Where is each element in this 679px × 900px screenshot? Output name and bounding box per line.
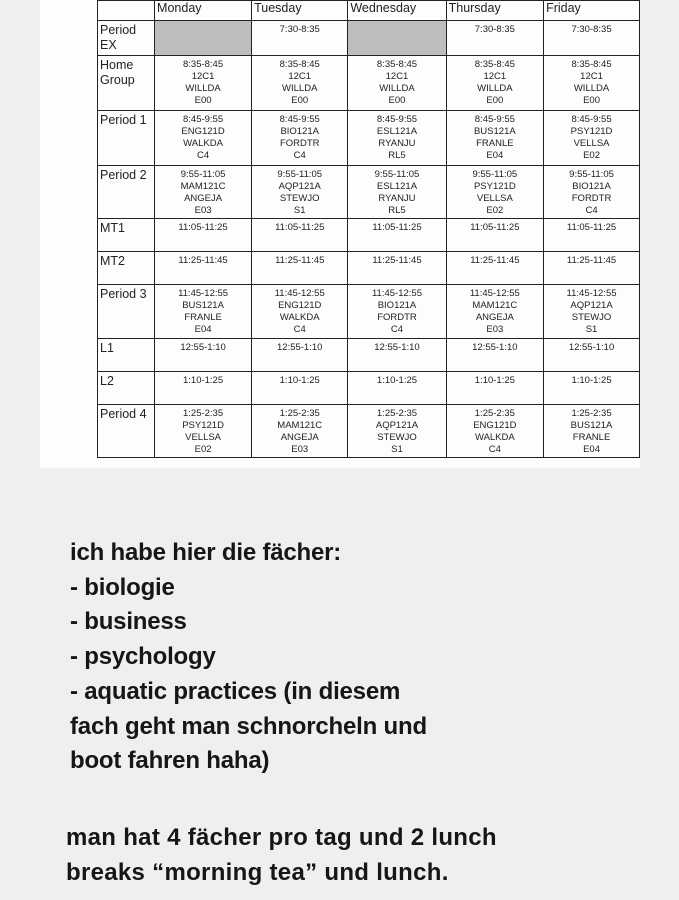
caption-line: boot fahren haha): [70, 747, 270, 775]
class-code: AQP121A: [570, 300, 613, 311]
room: E04: [583, 444, 600, 455]
period-label: Home Group: [98, 56, 155, 111]
room: C4: [293, 324, 306, 335]
teacher-code: FRANLE: [184, 312, 222, 323]
teacher-code: FORDTR: [571, 193, 612, 204]
class-cell: [446, 21, 543, 56]
day-header: Monday: [155, 1, 252, 21]
class-cell: [544, 372, 640, 405]
teacher-code: STEWJO: [571, 312, 612, 323]
class-time: 12:55-1:10: [472, 342, 518, 353]
period-label: MT2: [98, 252, 155, 285]
class-time: 11:45-12:55: [274, 288, 325, 299]
class-code: BIO121A: [572, 181, 611, 192]
room: E04: [194, 324, 212, 335]
teacher-code: WALKDA: [474, 432, 515, 443]
class-time: 11:05-11:25: [275, 222, 325, 233]
caption-text-2: [66, 820, 497, 890]
room: E03: [194, 205, 212, 216]
period-label: L1: [98, 339, 155, 372]
class-code: 12C1: [580, 71, 603, 82]
class-time: 11:05-11:25: [372, 222, 422, 233]
class-code: AQP121A: [375, 420, 419, 431]
class-code: ESL121A: [376, 181, 418, 192]
room: C4: [585, 205, 598, 216]
class-time: 9:55-11:05: [277, 169, 323, 180]
room: C4: [488, 444, 501, 455]
class-code: ENG121D: [181, 126, 225, 137]
table-row: [98, 219, 640, 252]
period-label: Period 4: [98, 405, 155, 458]
room: E02: [194, 444, 212, 455]
class-cell: [252, 372, 348, 405]
class-cell: [544, 111, 640, 166]
class-time: 1:25-2:35: [571, 408, 612, 419]
class-cell: [252, 21, 348, 56]
class-cell: [252, 219, 348, 252]
teacher-code: VELLSA: [185, 432, 222, 443]
room: E02: [583, 150, 600, 161]
room: RL5: [388, 150, 406, 161]
class-time: 8:45-9:55: [182, 114, 224, 125]
class-cell: [155, 405, 252, 458]
class-cell: [446, 405, 543, 458]
class-time: 11:25-11:45: [275, 255, 325, 266]
room: E00: [291, 95, 309, 106]
period-label: Period 2: [98, 166, 155, 219]
caption-line: breaks “morning tea” und lunch.: [66, 859, 449, 886]
class-time: 8:35-8:45: [571, 59, 612, 70]
class-time: 1:10-1:25: [376, 375, 418, 386]
empty-cell: [348, 21, 446, 56]
class-cell: [155, 372, 252, 405]
class-time: 1:10-1:25: [182, 375, 224, 386]
class-time: 11:45-12:55: [566, 288, 617, 299]
class-code: 12C1: [385, 71, 409, 82]
class-time: 9:55-11:05: [472, 169, 518, 180]
class-cell: [446, 252, 543, 285]
class-time: 11:45-12:55: [371, 288, 422, 299]
caption-text: [70, 536, 427, 779]
class-cell: [446, 219, 543, 252]
room: C4: [390, 324, 404, 335]
class-code: AQP121A: [278, 181, 321, 192]
day-header: Tuesday: [252, 1, 348, 21]
corner-cell: [98, 1, 155, 21]
class-cell: [544, 405, 640, 458]
class-cell: [348, 339, 446, 372]
room: E03: [486, 324, 504, 335]
class-time: 8:45-9:55: [571, 114, 612, 125]
class-cell: [446, 372, 543, 405]
class-code: BIO121A: [280, 126, 319, 137]
class-code: ENG121D: [278, 300, 322, 311]
class-time: 8:35-8:45: [182, 59, 224, 70]
caption-line: - business: [70, 608, 187, 636]
teacher-code: ANGEJA: [475, 312, 514, 323]
table-row: [98, 252, 640, 285]
teacher-code: WILLDA: [573, 83, 610, 94]
teacher-code: FRANLE: [572, 432, 611, 443]
class-time: 1:10-1:25: [279, 375, 320, 386]
class-cell: [348, 252, 446, 285]
class-code: PSY121D: [182, 420, 224, 431]
teacher-code: WILLDA: [282, 83, 318, 94]
teacher-code: FORDTR: [279, 138, 320, 149]
class-time: 11:25-11:45: [470, 255, 520, 266]
table-row: [98, 339, 640, 372]
class-time: 12:55-1:10: [277, 342, 323, 353]
class-code: MAM121C: [277, 420, 323, 431]
class-time: 1:25-2:35: [279, 408, 320, 419]
period-label: MT1: [98, 219, 155, 252]
class-code: 12C1: [483, 71, 507, 82]
teacher-code: VELLSA: [573, 138, 610, 149]
table-row: [98, 111, 640, 166]
class-time: 8:35-8:45: [474, 59, 515, 70]
teacher-code: WILLDA: [477, 83, 513, 94]
day-header: Thursday: [446, 1, 543, 21]
period-label: Period 3: [98, 285, 155, 339]
class-cell: [446, 285, 543, 339]
class-time: 12:55-1:10: [374, 342, 420, 353]
class-cell: [544, 21, 640, 56]
class-cell: [348, 372, 446, 405]
class-time: 12:55-1:10: [180, 342, 226, 353]
day-header: Wednesday: [348, 1, 446, 21]
room: E00: [486, 95, 504, 106]
class-code: MAM121C: [472, 300, 518, 311]
table-row: [98, 166, 640, 219]
timetable-photo: [40, 0, 640, 468]
class-time: 1:25-2:35: [376, 408, 418, 419]
class-cell: [252, 339, 348, 372]
class-time: 1:10-1:25: [474, 375, 515, 386]
class-code: BUS121A: [182, 300, 224, 311]
room: C4: [196, 150, 210, 161]
class-time: 1:25-2:35: [474, 408, 515, 419]
table-row: [98, 21, 640, 56]
class-code: 12C1: [191, 71, 215, 82]
room: E04: [486, 150, 504, 161]
class-cell: [155, 285, 252, 339]
caption-line: man hat 4 fächer pro tag und 2 lunch: [66, 824, 497, 851]
class-cell: [446, 166, 543, 219]
class-cell: [155, 219, 252, 252]
class-code: BUS121A: [473, 126, 516, 137]
class-time: 8:35-8:45: [376, 59, 418, 70]
class-time: 1:25-2:35: [182, 408, 224, 419]
room: S1: [391, 444, 403, 455]
room: RL5: [388, 205, 406, 216]
timetable: [97, 0, 640, 458]
class-time: 12:55-1:10: [568, 342, 615, 353]
caption-line: - psychology: [70, 643, 216, 671]
teacher-code: RYANJU: [378, 193, 416, 204]
class-time: 11:05-11:25: [566, 222, 617, 233]
class-time: 9:55-11:05: [180, 169, 226, 180]
class-code: BUS121A: [570, 420, 613, 431]
room: S1: [293, 205, 306, 216]
class-code: PSY121D: [570, 126, 613, 137]
class-cell: [544, 285, 640, 339]
class-code: 12C1: [288, 71, 312, 82]
class-cell: [446, 339, 543, 372]
class-time: 11:25-11:45: [566, 255, 617, 266]
room: C4: [293, 150, 306, 161]
class-time: 8:45-9:55: [474, 114, 515, 125]
class-cell: [252, 252, 348, 285]
class-cell: [544, 252, 640, 285]
room: E03: [291, 444, 309, 455]
caption-line: - aquatic practices (in diesem: [70, 677, 401, 705]
teacher-code: STEWJO: [377, 432, 417, 443]
class-time: 8:45-9:55: [279, 114, 320, 125]
period-label: L2: [98, 372, 155, 405]
class-cell: [348, 166, 446, 219]
room: E02: [486, 205, 504, 216]
class-code: BIO121A: [377, 300, 417, 311]
class-cell: [348, 405, 446, 458]
class-time: 9:55-11:05: [374, 169, 420, 180]
room: E00: [388, 95, 406, 106]
teacher-code: VELLSA: [476, 193, 513, 204]
class-cell: [544, 166, 640, 219]
class-cell: [155, 252, 252, 285]
teacher-code: ANGEJA: [184, 193, 223, 204]
class-time: 7:30-8:35: [571, 24, 612, 35]
teacher-code: FORDTR: [377, 312, 417, 323]
teacher-code: RYANJU: [378, 138, 416, 149]
class-cell: [544, 219, 640, 252]
teacher-code: WILLDA: [379, 83, 415, 94]
table-row: [98, 405, 640, 458]
teacher-code: ANGEJA: [280, 432, 319, 443]
class-cell: [544, 339, 640, 372]
teacher-code: STEWJO: [279, 193, 320, 204]
class-cell: [252, 56, 348, 111]
room: E00: [194, 95, 212, 106]
room: S1: [585, 324, 598, 335]
class-cell: [348, 56, 446, 111]
table-row: [98, 285, 640, 339]
class-cell: [252, 285, 348, 339]
empty-cell: [155, 21, 252, 56]
class-time: 11:05-11:25: [470, 222, 520, 233]
class-time: 8:45-9:55: [376, 114, 418, 125]
class-cell: [252, 166, 348, 219]
class-time: 11:05-11:25: [178, 222, 228, 233]
room: E00: [583, 95, 600, 106]
class-cell: [252, 405, 348, 458]
class-cell: [446, 111, 543, 166]
class-cell: [544, 56, 640, 111]
class-time: 11:25-11:45: [178, 255, 228, 266]
timetable-header-row: [98, 1, 640, 21]
class-cell: [348, 219, 446, 252]
class-code: MAM121C: [180, 181, 226, 192]
class-cell: [252, 111, 348, 166]
class-code: ENG121D: [473, 420, 517, 431]
teacher-code: FRANLE: [476, 138, 514, 149]
class-cell: [155, 166, 252, 219]
caption-line: fach geht man schnorcheln und: [70, 712, 427, 740]
caption-line: - biologie: [70, 573, 175, 601]
caption-line: ich habe hier die fächer:: [70, 539, 342, 566]
class-time: 8:35-8:45: [279, 59, 320, 70]
class-time: 7:30-8:35: [474, 24, 515, 35]
period-label: Period 1: [98, 111, 155, 166]
period-label: Period EX: [98, 21, 155, 56]
class-time: 11:45-12:55: [469, 288, 520, 299]
class-time: 11:45-12:55: [178, 288, 229, 299]
class-cell: [446, 56, 543, 111]
table-row: [98, 372, 640, 405]
class-cell: [155, 56, 252, 111]
day-header: Friday: [544, 1, 640, 21]
class-cell: [348, 111, 446, 166]
class-cell: [348, 285, 446, 339]
teacher-code: WALKDA: [279, 312, 320, 323]
class-code: ESL121A: [376, 126, 418, 137]
class-time: 7:30-8:35: [279, 24, 320, 35]
teacher-code: WILLDA: [185, 83, 221, 94]
class-time: 1:10-1:25: [571, 375, 612, 386]
class-time: 9:55-11:05: [569, 169, 614, 180]
table-row: [98, 56, 640, 111]
teacher-code: WALKDA: [183, 138, 223, 149]
class-time: 11:25-11:45: [372, 255, 422, 266]
class-cell: [155, 111, 252, 166]
class-cell: [155, 339, 252, 372]
class-code: PSY121D: [473, 181, 516, 192]
